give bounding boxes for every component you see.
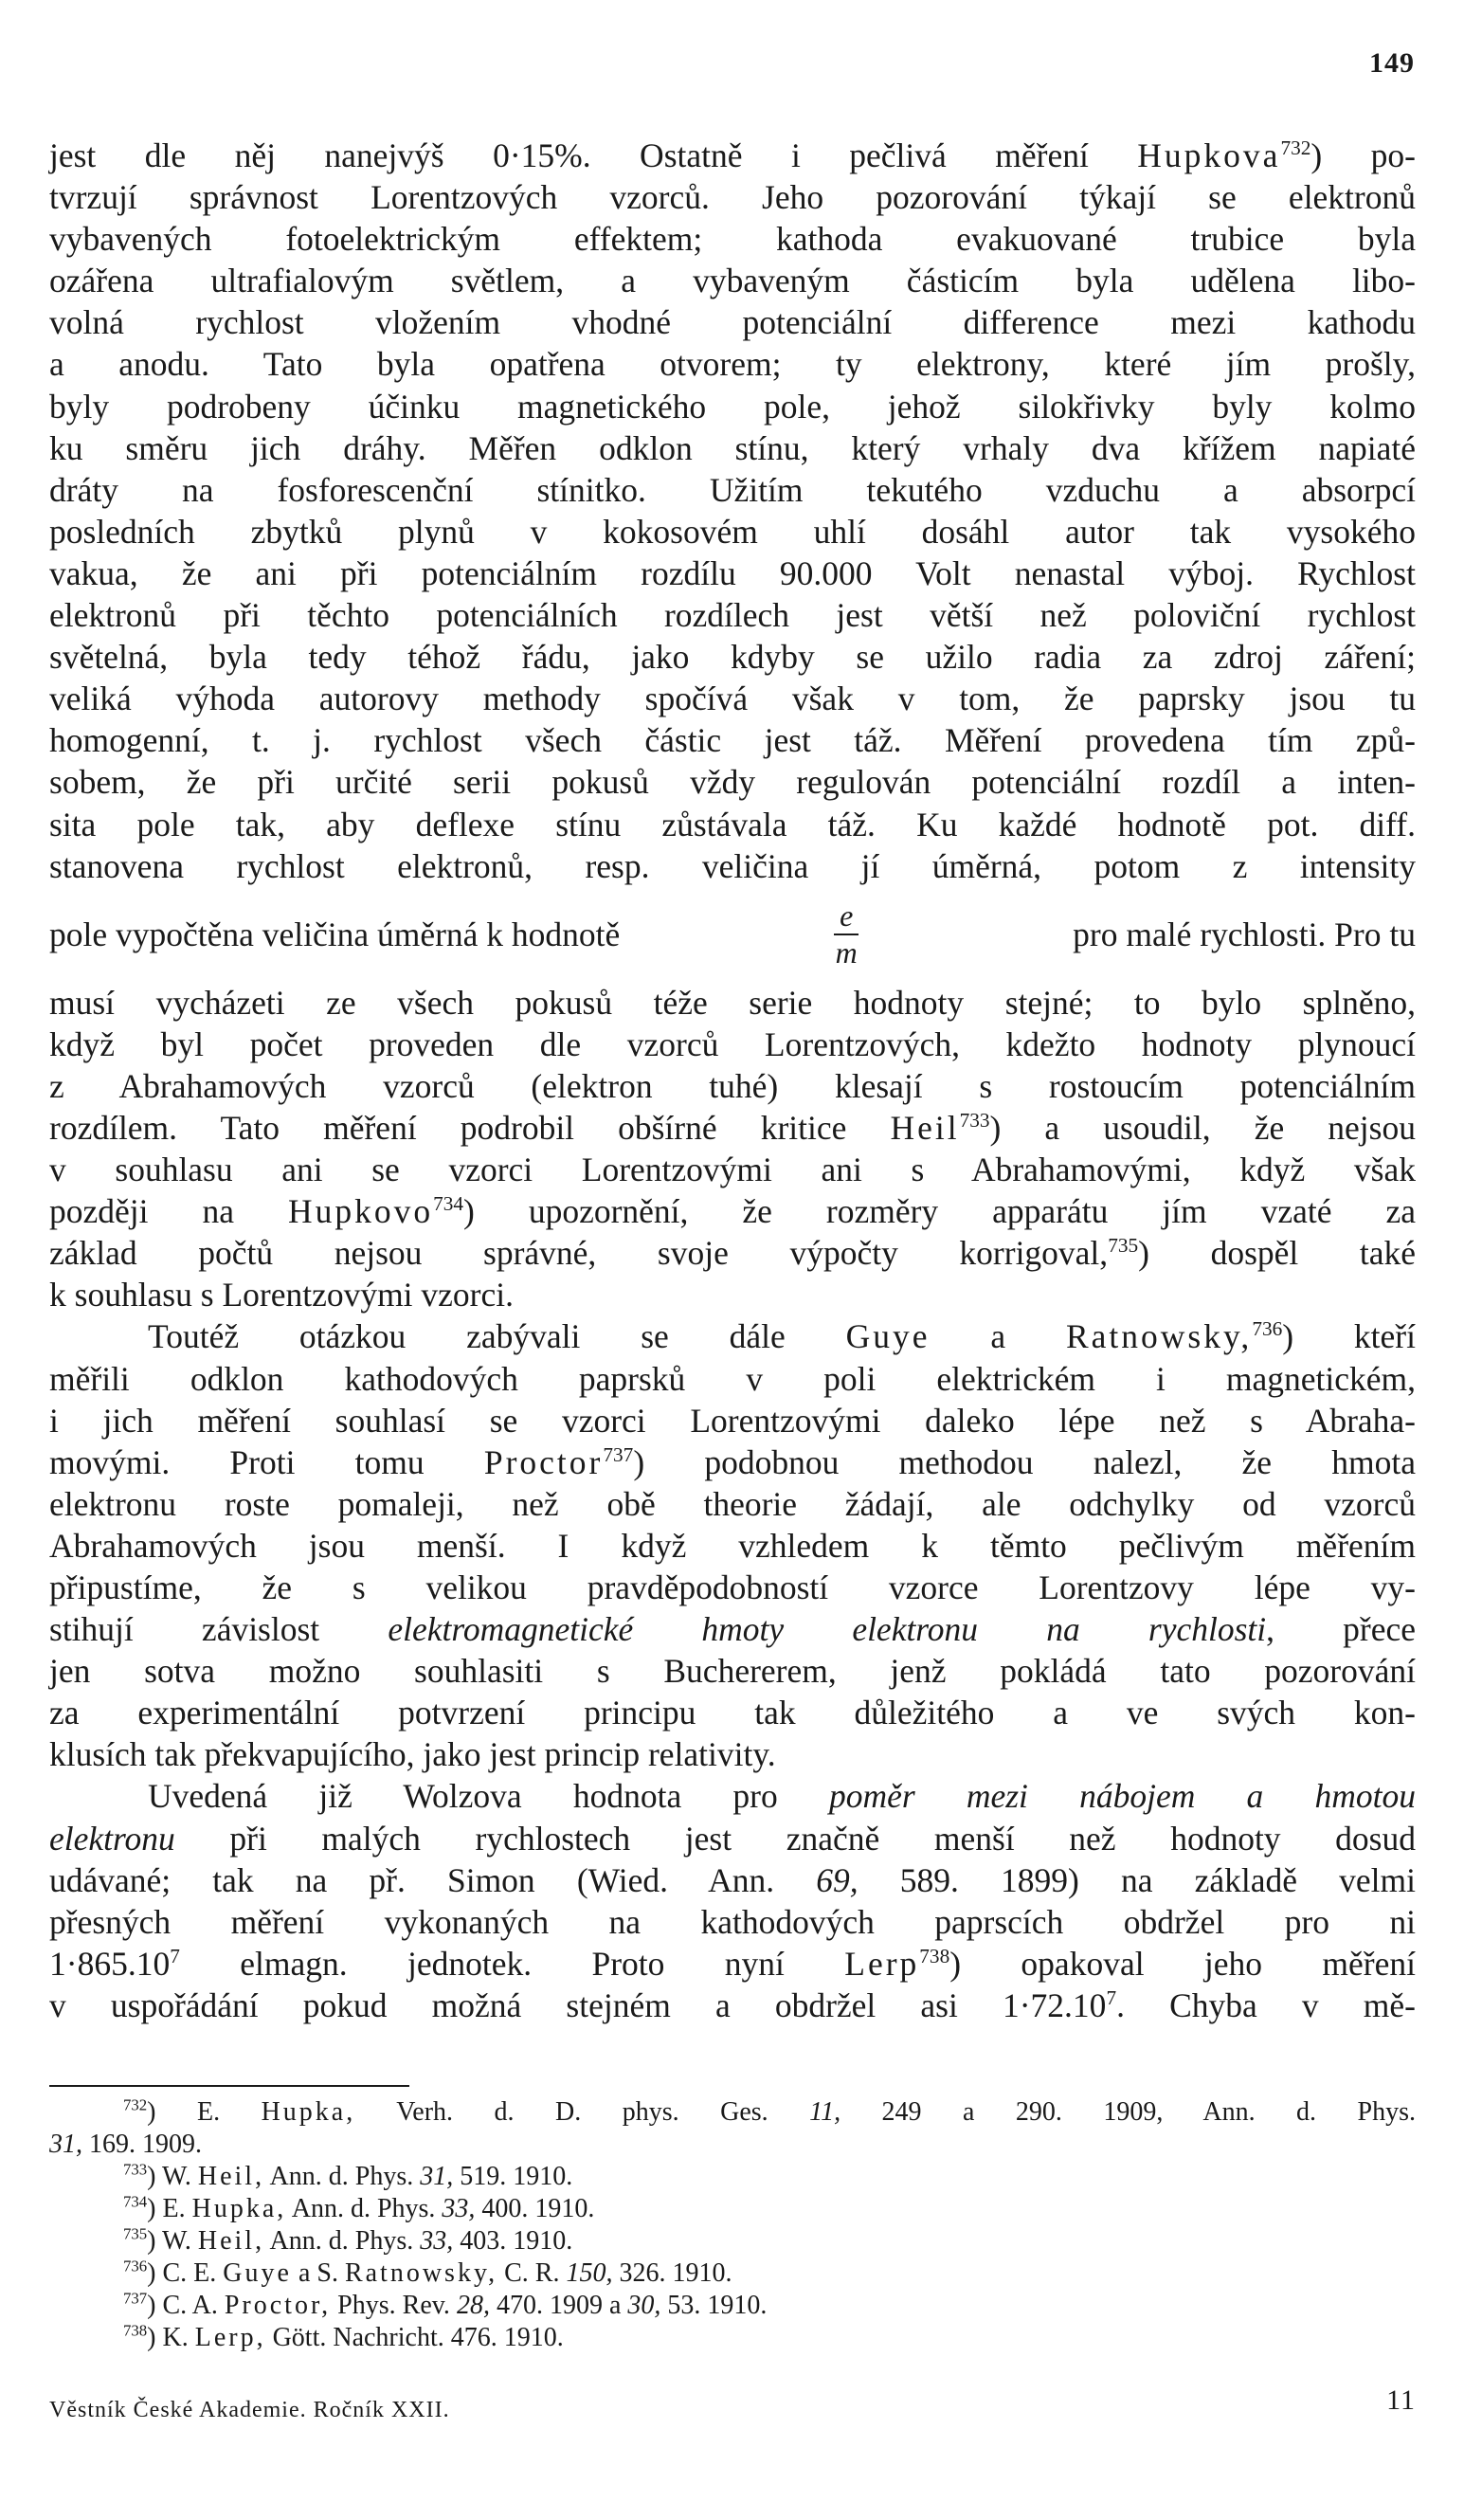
text-line: v uspořádání pokud možná stejném a obdržel asi $1\cdot 72.10^7$. Chyba v mě- bbox=[49, 1985, 1416, 2024]
text-line: rozdílem. Tato měření podrobil obšírné kritice Heil$^{733}$) a usoudil, že nejsou bbox=[49, 1108, 1416, 1147]
italic-text: 28, bbox=[456, 2291, 490, 2320]
formula-line bbox=[49, 893, 1416, 976]
text-line: udávané; tak na př. Simon (Wied. Ann. 69, 589. 1899) na základě velmi bbox=[49, 1860, 1416, 1899]
text-line: k souhlasu s Lorentzovými vzorci. bbox=[49, 1276, 514, 1314]
text-line: za experimentální potvrzení principu tak důležitého a ve svých kon- bbox=[49, 1694, 1416, 1732]
text-line: později na Hupkovo$^{734}$) upozornění, že rozměry apparátu jím vzaté za bbox=[49, 1192, 1416, 1231]
main-text bbox=[49, 135, 1416, 2026]
italic-text: 11, bbox=[809, 2097, 841, 2127]
formula-text-after: pro malé rychlosti. Pro tu bbox=[1073, 915, 1416, 953]
text-line: Uvedená již Wolzova hodnota pro poměr mezi nábojem a hmotou bbox=[148, 1777, 1416, 1816]
text-line: elektronu při malých rychlostech jest značně menší než hodnoty dosud bbox=[49, 1819, 1416, 1858]
footnote-ref: 732 bbox=[1280, 136, 1311, 160]
paragraph-3 bbox=[49, 1775, 1416, 2026]
italic-text: 150, bbox=[566, 2258, 613, 2288]
text-line: v souhlasu ani se vzorci Lorentzovými ani s Abrahamovými, když však bbox=[49, 1151, 1416, 1189]
spaced-name: Hupkovo bbox=[287, 1192, 434, 1231]
footnote-line: $^{738}$) K. Lerp, Gött. Nachricht. 476. 1910. bbox=[123, 2321, 564, 2352]
text-line: ku směru jich dráhy. Měřen odklon stínu, který vrhaly dva křížem napiaté bbox=[49, 428, 1416, 467]
footnote-ref: 735 bbox=[1108, 1234, 1139, 1258]
spaced-name: Ratnowsky, bbox=[1065, 1317, 1253, 1356]
text-line: měřili odklon kathodových paprsků v poli elektrickém i magnetickém, bbox=[49, 1359, 1416, 1398]
spaced-name: Heil, bbox=[197, 2226, 265, 2256]
text-line: sobem, že při určité serii pokusů vždy regulován potenciální rozdíl a inten- bbox=[49, 763, 1416, 802]
text-line: i jich měření souhlasí se vzorci Lorentzovými daleko lépe než s Abraha- bbox=[49, 1401, 1416, 1440]
italic-text: 33, bbox=[442, 2194, 476, 2223]
italic-text: elektromagnetické hmoty elektronu na rychlosti bbox=[388, 1610, 1267, 1649]
text-line: elektronu roste pomaleji, než obě theorie žádají, ale odchylky od vzorců bbox=[49, 1484, 1416, 1523]
spaced-name: Lerp bbox=[844, 1944, 920, 1983]
footnote-ref: 738 bbox=[919, 1945, 950, 1968]
text-line: jen sotva možno souhlasiti s Buchererem, jenž pokládá tato pozorování bbox=[49, 1652, 1416, 1691]
spaced-name: Ratnowsky, bbox=[344, 2258, 498, 2288]
spaced-name: Hupka, bbox=[191, 2194, 287, 2223]
text-line: stihují závislost elektromagnetické hmoty elektronu na rychlosti, přece bbox=[49, 1610, 1417, 1649]
footnote-ref: 732 bbox=[123, 2095, 148, 2114]
text-line: elektronů při těchto potenciálních rozdílech jest větší než poloviční rychlost bbox=[49, 596, 1416, 635]
paragraph-1 bbox=[49, 135, 1416, 887]
footnote-line: $^{735}$) W. Heil, Ann. d. Phys. 33, 403. 1910. bbox=[123, 2224, 573, 2256]
spaced-name: Guye bbox=[845, 1317, 931, 1356]
footnote-ref: 733 bbox=[123, 2160, 148, 2179]
text-line: jest dle něj nanejvýš 0·15%. Ostatně i pečlivá měření Hupkova$^{732}$) po- bbox=[49, 136, 1416, 174]
text-line: přesných měření vykonaných na kathodových paprscích obdržel pro ni bbox=[49, 1902, 1416, 1941]
italic-text: 31, bbox=[420, 2162, 454, 2191]
footnote-ref: 734 bbox=[433, 1192, 464, 1216]
text-line: posledních zbytků plynů v kokosovém uhlí dosáhl autor tak vysokého bbox=[49, 512, 1416, 551]
footnote-ref: 734 bbox=[123, 2192, 148, 2211]
footnotes bbox=[49, 2096, 1416, 2354]
signature-mark: 11 bbox=[1386, 2384, 1416, 2416]
text-line: $1\cdot 865.10^7$ elmagn. jednotek. Proto nyní Lerp$^{738}$) opakoval jeho měření bbox=[49, 1944, 1416, 1983]
text-line: byly podrobeny účinku magnetického pole, jehož silokřivky byly kolmo bbox=[49, 387, 1416, 426]
fraction-numerator: e bbox=[834, 898, 859, 935]
spaced-name: Proctor, bbox=[224, 2291, 332, 2320]
text-line: veliká výhoda autorovy methody spočívá však v tom, že paprsky jsou tu bbox=[49, 680, 1416, 718]
text-line: Toutéž otázkou zabývali se dále Guye a Ratnowsky,$^{736}$) kteří bbox=[148, 1317, 1416, 1356]
paragraph-1-continued bbox=[49, 982, 1416, 1316]
footnote-line: $^{733}$) W. Heil, Ann. d. Phys. 31, 519. 1910. bbox=[123, 2160, 573, 2191]
text-line: ozářena ultrafialovým světlem, a vybaveným částicím byla udělena libo- bbox=[49, 262, 1416, 300]
footnote-line: $^{734}$) E. Hupka, Ann. d. Phys. 33, 400. 1910. bbox=[123, 2192, 595, 2223]
footnote-ref: 736 bbox=[1252, 1317, 1283, 1341]
italic-text: poměr mezi nábojem a hmotou bbox=[828, 1777, 1416, 1816]
text-line: vakua, že ani při potenciálním rozdílu 90.000 Volt nenastal výboj. Rychlost bbox=[49, 553, 1416, 592]
text-line: když byl počet proveden dle vzorců Lorentzových, kdežto hodnoty plynoucí bbox=[49, 1024, 1416, 1063]
italic-text: 69, bbox=[816, 1860, 859, 1899]
spaced-name: Guye bbox=[223, 2258, 292, 2288]
text-line: volná rychlost vložením vhodné potenciální difference mezi kathodu bbox=[49, 303, 1416, 342]
footnote-ref: 737 bbox=[123, 2289, 148, 2308]
page-footer bbox=[49, 2384, 1416, 2423]
fraction-e-over-m bbox=[834, 898, 859, 970]
text-line: musí vycházeti ze všech pokusů téže serie hodnoty stejné; to bylo splněno, bbox=[49, 983, 1416, 1022]
text-line: klusích tak překvapujícího, jako jest princip relativity. bbox=[49, 1735, 776, 1774]
text-line: sita pole tak, aby deflexe stínu zůstávala táž. Ku každé hodnotě pot. diff. bbox=[49, 805, 1416, 843]
footnote-ref: 733 bbox=[959, 1109, 990, 1133]
text-line: stanovena rychlost elektronů, resp. veličina jí úměrná, potom z intensity bbox=[49, 846, 1416, 885]
footnote-ref: 7 bbox=[170, 1945, 180, 1968]
footnote-ref: 738 bbox=[123, 2321, 148, 2340]
journal-name: Věstník České Akademie. Ročník XXII. bbox=[49, 2398, 450, 2422]
italic-text: 30, bbox=[627, 2291, 661, 2320]
text-line: připustíme, že s velikou pravděpodobností vzorce Lorentzovy lépe vy- bbox=[49, 1568, 1416, 1606]
spaced-name: Heil bbox=[890, 1108, 960, 1147]
spaced-name: Hupka, bbox=[261, 2097, 356, 2127]
text-line: homogenní, t. j. rychlost všech částic jest táž. Měření provedena tím způ- bbox=[49, 721, 1416, 760]
footnote-ref: 736 bbox=[123, 2257, 148, 2275]
text-line: z Abrahamových vzorců (elektron tuhé) klesají s rostoucím potenciálním bbox=[49, 1066, 1416, 1105]
page-number: 149 bbox=[1369, 47, 1415, 79]
formula-text-before: pole vypočtěna veličina úměrná k hodnotě bbox=[49, 915, 621, 953]
italic-text: elektronu bbox=[49, 1819, 175, 1858]
text-line: a anodu. Tato byla opatřena otvorem; ty elektrony, které jím prošly, bbox=[49, 345, 1416, 384]
text-line: základ počtů nejsou správné, svoje výpočty korrigoval,$^{735}$) dospěl také bbox=[49, 1234, 1416, 1273]
text-line: tvrzují správnost Lorentzových vzorců. Jeho pozorování týkají se elektronů bbox=[49, 178, 1416, 217]
text-line: Abrahamových jsou menší. I když vzhledem k těmto pečlivým měřením bbox=[49, 1526, 1416, 1565]
footnote-line: 31, 169. 1909. bbox=[49, 2130, 202, 2159]
spaced-name: Lerp, bbox=[194, 2323, 266, 2352]
footnote-line: $^{736}$) C. E. Guye a S. Ratnowsky, C. R. 150, 326. 1910. bbox=[123, 2257, 732, 2288]
footnote-line: $^{737}$) C. A. Proctor, Phys. Rev. 28, 470. 1909 a 30, 53. 1910. bbox=[123, 2289, 768, 2320]
text-line: vybavených fotoelektrickým effektem; kathoda evakuované trubice byla bbox=[49, 220, 1416, 259]
text-line: světelná, byla tedy téhož řádu, jako kdyby se užilo radia za zdroj záření; bbox=[49, 638, 1416, 677]
paragraph-2 bbox=[49, 1315, 1416, 1775]
text-line: movými. Proti tomu Proctor$^{737}$) podobnou methodou nalezl, že hmota bbox=[49, 1442, 1416, 1481]
spaced-name: Proctor bbox=[483, 1442, 604, 1481]
fraction-denominator: m bbox=[835, 934, 858, 970]
footnote-ref: 7 bbox=[1106, 1986, 1117, 2010]
spaced-name: Hupkova bbox=[1137, 136, 1281, 174]
spaced-name: Heil, bbox=[197, 2162, 265, 2191]
footnote-ref: 737 bbox=[603, 1442, 634, 1466]
italic-text: 33, bbox=[420, 2226, 454, 2256]
footnote-divider bbox=[49, 2085, 409, 2087]
italic-text: 31, bbox=[49, 2130, 82, 2159]
footnote-line: $^{732}$) E. Hupka, Verh. d. D. phys. Ges. 11, 249 a 290. 1909, Ann. d. Phys. bbox=[123, 2095, 1416, 2127]
text-line: dráty na fosforescenční stínitko. Užitím tekutého vzduchu a absorpcí bbox=[49, 470, 1416, 509]
footnote-ref: 735 bbox=[123, 2224, 148, 2243]
